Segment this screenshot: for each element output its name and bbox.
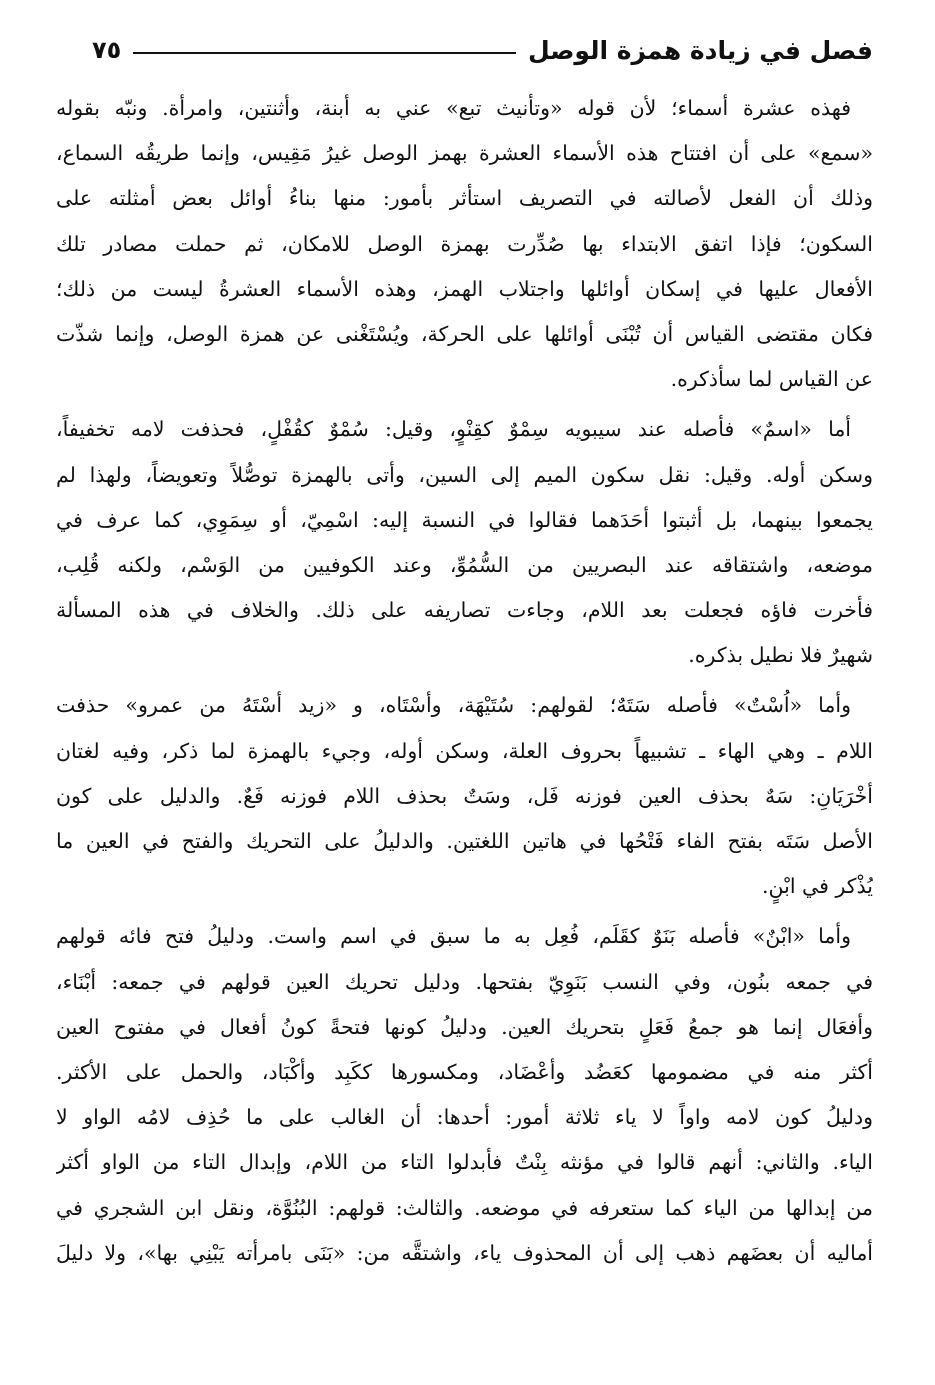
paragraph xyxy=(56,86,873,402)
body-text xyxy=(56,86,873,1276)
text-line: فهذه عشرة أسماء؛ لأن قوله «وتأنيث تبع» عني به أبنة، وأثنتين، وامرأة. ونبّه بقوله xyxy=(56,96,851,120)
text-line: في جمعه بنُون، وفي النسب بَنَوِيّ بفتحها. ودليل تحريك العين قولهم في جمعه: أبْنَاء، xyxy=(56,969,873,994)
text-line: وذلك أن الفعل لأصالته في التصريف استأثر بأمور: منها بناءُ أوائل بعض أمثلته على xyxy=(56,186,873,211)
text-line: وأما «اُسْتٌ» فأصله سَتَهٌ؛ لقولهم: سُتَيْهَة، وأسْتَاه، و «زيد أسْتَهُ من عمرو» حذفت xyxy=(56,693,851,718)
text-line: موضعه، واشتقاقه عند البصريين من السُّمُوِّ، وعند الكوفيين من الوَسْم، ولكنه قُلِب، xyxy=(56,552,873,577)
header-rule xyxy=(133,52,516,54)
text-line: أكثر منه في مضمومها كعَضُد وأعْضَاد، ومكسورها ككَبِد وأكْبَاد، والحمل على الأكثر. xyxy=(56,1059,873,1084)
paragraph xyxy=(56,683,873,909)
text-line: الأفعال عليها في إسكان أوائلها واجتلاب الهمز، وهذه الأسماء العشرةُ ليست من ذلك؛ xyxy=(56,276,873,301)
running-header xyxy=(92,30,873,70)
page-number: ٧٥ xyxy=(92,36,122,64)
paragraph xyxy=(56,407,873,678)
text-line: وأما «ابْنٌ» فأصله بَنَوٌ كقَلَم، فُعِل به ما سبق في اسم واست. ودليلُ فتح فائه قولهم xyxy=(56,924,851,949)
text-line: فكان مقتضى القياس أن تُبْنَى أوائلها على الحركة، ويُسْتَغْنى عن همزة الوصل، وإنما شذّت xyxy=(56,321,873,346)
text-line: عن القياس لما سأذكره. xyxy=(670,367,873,392)
text-line: الأصل سَتَه بفتح الفاء فَتْحُها في هاتين اللغتين. والدليلُ على التحريك والفتح في العين ما xyxy=(56,829,873,853)
text-line: «سمع» على أن افتتاح هذه الأسماء العشرة بهمز الوصل غيرُ مَقِيس، وإنما طريقُه السماع، xyxy=(56,141,873,166)
text-line: أما «اسمٌ» فأصله عند سيبويه سِمْوٌ كقِنْوٍ، وقيل: سُمْوٌ كقُفْلٍ، فحذفت لامه تخفيفاً، xyxy=(56,417,851,442)
text-line: أخْرَيَانِ: سَهٌ بحذف العين فوزنه فَل، وسَتٌ بحذف اللام فوزنه فَعٌ. والدليل على كون xyxy=(56,783,873,808)
text-line: وأفعَال إنما هو جمعُ فَعَلٍ بتحريك العين. ودليلُ كونها فتحةً كونُ أفعال في مفتوح العين xyxy=(56,1014,873,1039)
text-line: يجمعوا بينهما، بل أثبتوا أحَدَهما فقالوا في النسبة إليه: اسْمِيّ، أو سِمَوِي، كما عرف في xyxy=(56,507,873,532)
text-line: اللام ـ وهي الهاء ـ تشبيهاً بحروف العلة، وسكن أوله، وجيء بالهمزة لما ذكر، وفيه لغتان xyxy=(56,738,873,763)
text-line: ودليلُ كون لامه واواً لا ياء ثلاثة أمور: أحدها: أن الغالب على ما حُذِف لامُه الواو لا xyxy=(56,1105,873,1130)
text-line: السكون؛ فإذا اتفق الابتداء بها صُدِّرت بهمزة الوصل للامكان، ثم حملت مصادر تلك xyxy=(56,231,873,256)
chapter-title: فصل في زيادة همزة الوصل xyxy=(527,35,873,65)
text-line: الياء. والثاني: أنهم قالوا في مؤنثه بِنْتٌ فأبدلوا التاء من اللام، وإبدال التاء من الواو أكثر xyxy=(56,1150,873,1175)
text-line: من إبدالها من الياء كما ستعرفه في موضعه. والثالث: قولهم: البُنُوَّة، ونقل ابن الشجري في xyxy=(56,1195,873,1220)
text-line: يُذْكر في ابْنٍ. xyxy=(762,874,873,899)
text-line: شهيرٌ فلا نطيل بذكره. xyxy=(688,643,873,668)
text-line: أماليه أن بعضَهم ذهب إلى أن المحذوف ياء، واشتقَّه من: «بَنَى بامرأته يَبْنِي بها»، ولا دليلَ xyxy=(56,1240,873,1265)
paragraph xyxy=(56,914,873,1276)
text-line: فأخرت فاؤه فجعلت بعد اللام، وجاءت تصاريفه على ذلك. والخلاف في هذه المسألة xyxy=(56,598,873,623)
text-line: وسكن أوله. وقيل: نقل سكون الميم إلى السين، وأتى بالهمزة توصُّلاً وتعويضاً، ولهذا لم xyxy=(56,462,873,487)
